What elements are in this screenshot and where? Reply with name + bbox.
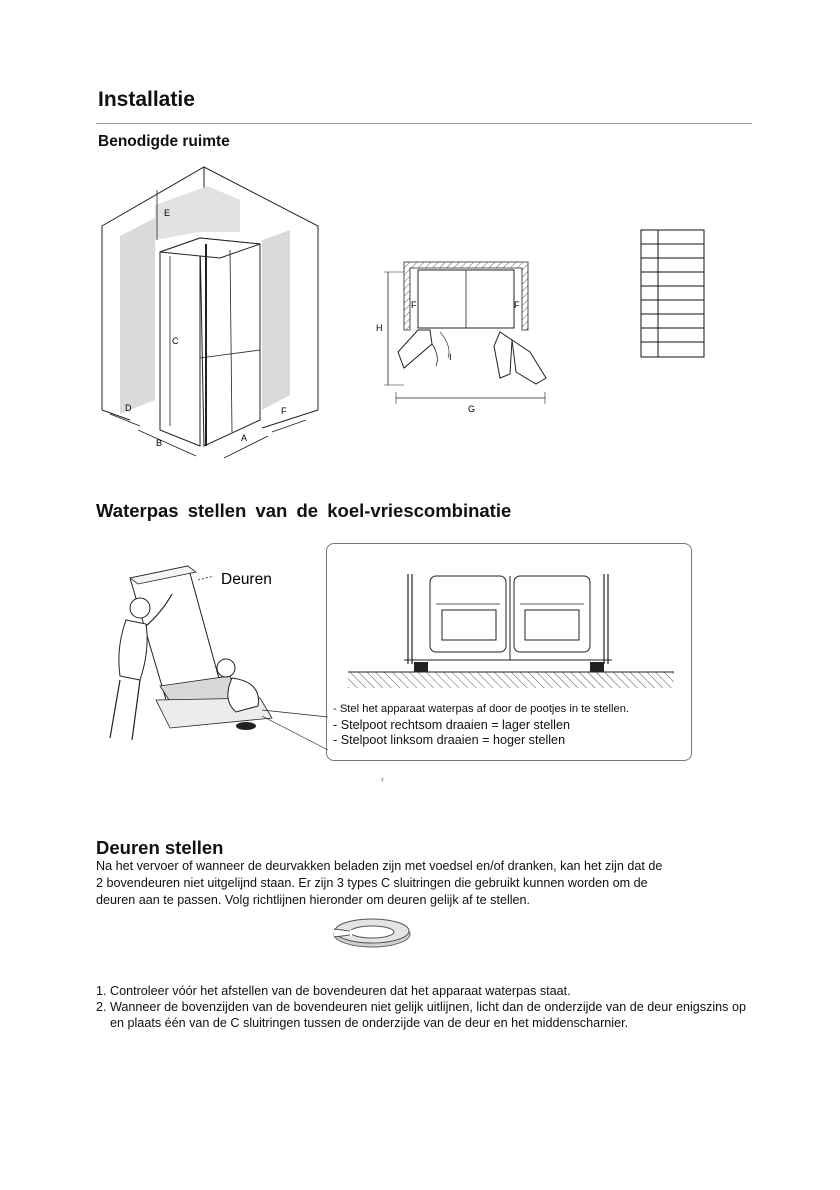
leveling-notes	[333, 702, 629, 749]
dim-label-a: A	[241, 433, 248, 443]
leveling-note-3: - Stelpoot linksom draaien = hoger stellen	[333, 733, 566, 747]
dim-label-b: B	[156, 438, 163, 448]
step-item: 1. Controleer vóór het afstellen van de bovendeuren dat het apparaat waterpas staat.	[96, 984, 571, 998]
doors-callout-label: Deuren	[221, 571, 272, 588]
dim-label-c: C	[172, 336, 179, 346]
leveling-note-1: - Stel het apparaat waterpas af door de pootjes in te stellen.	[333, 703, 630, 715]
space-requirement-diagram	[95, 160, 335, 465]
intro-line: 2 bovendeuren niet uitgelijnd staan. Er zijn 3 types C sluitringen die gebruikt kunnen worden om de	[96, 876, 648, 890]
doors-steps-list	[96, 983, 756, 1031]
dim-label-e: E	[164, 208, 171, 218]
page-title: Installatie	[98, 88, 195, 111]
dimension-table	[640, 229, 706, 359]
doors-intro-text	[96, 858, 736, 909]
dim-label-h: H	[376, 323, 383, 333]
intro-line: deuren aan te passen. Volg richtlijnen hieronder om deuren gelijk af te stellen.	[96, 893, 531, 907]
title-divider	[96, 123, 752, 124]
front-view-feet-illustration	[327, 544, 689, 696]
dim-label-f: F	[281, 406, 287, 416]
step-item: 2. Wanneer de bovenzijden van de bovendeuren niet gelijk uitlijnen, licht dan de onderzijde van de deur enigszins op en plaats één van de C sluitringen tussen de onderzijde van de deur en het middenscharnier.	[96, 1000, 746, 1030]
dim-label-d: D	[125, 403, 132, 413]
section-title-leveling: Waterpas stellen van de koel-vriescombinatie	[96, 500, 512, 521]
dim-label-f-right: F	[514, 300, 520, 310]
tilt-fridge-illustration	[95, 555, 330, 755]
stray-mark: ‹	[381, 774, 384, 784]
dim-label-g: G	[468, 404, 476, 414]
dim-label-f-left: F	[411, 300, 417, 310]
section-title-doors: Deuren stellen	[96, 837, 224, 858]
c-washer-illustration	[325, 915, 415, 955]
dim-label-i: I	[449, 352, 452, 362]
intro-line: Na het vervoer of wanneer de deurvakken beladen zijn met voedsel en/of dranken, kan het zijn dat de	[96, 859, 663, 873]
top-view-diagram	[370, 255, 550, 415]
section-title-space: Benodigde ruimte	[98, 133, 230, 150]
leveling-note-2: - Stelpoot rechtsom draaien = lager stellen	[333, 717, 570, 732]
